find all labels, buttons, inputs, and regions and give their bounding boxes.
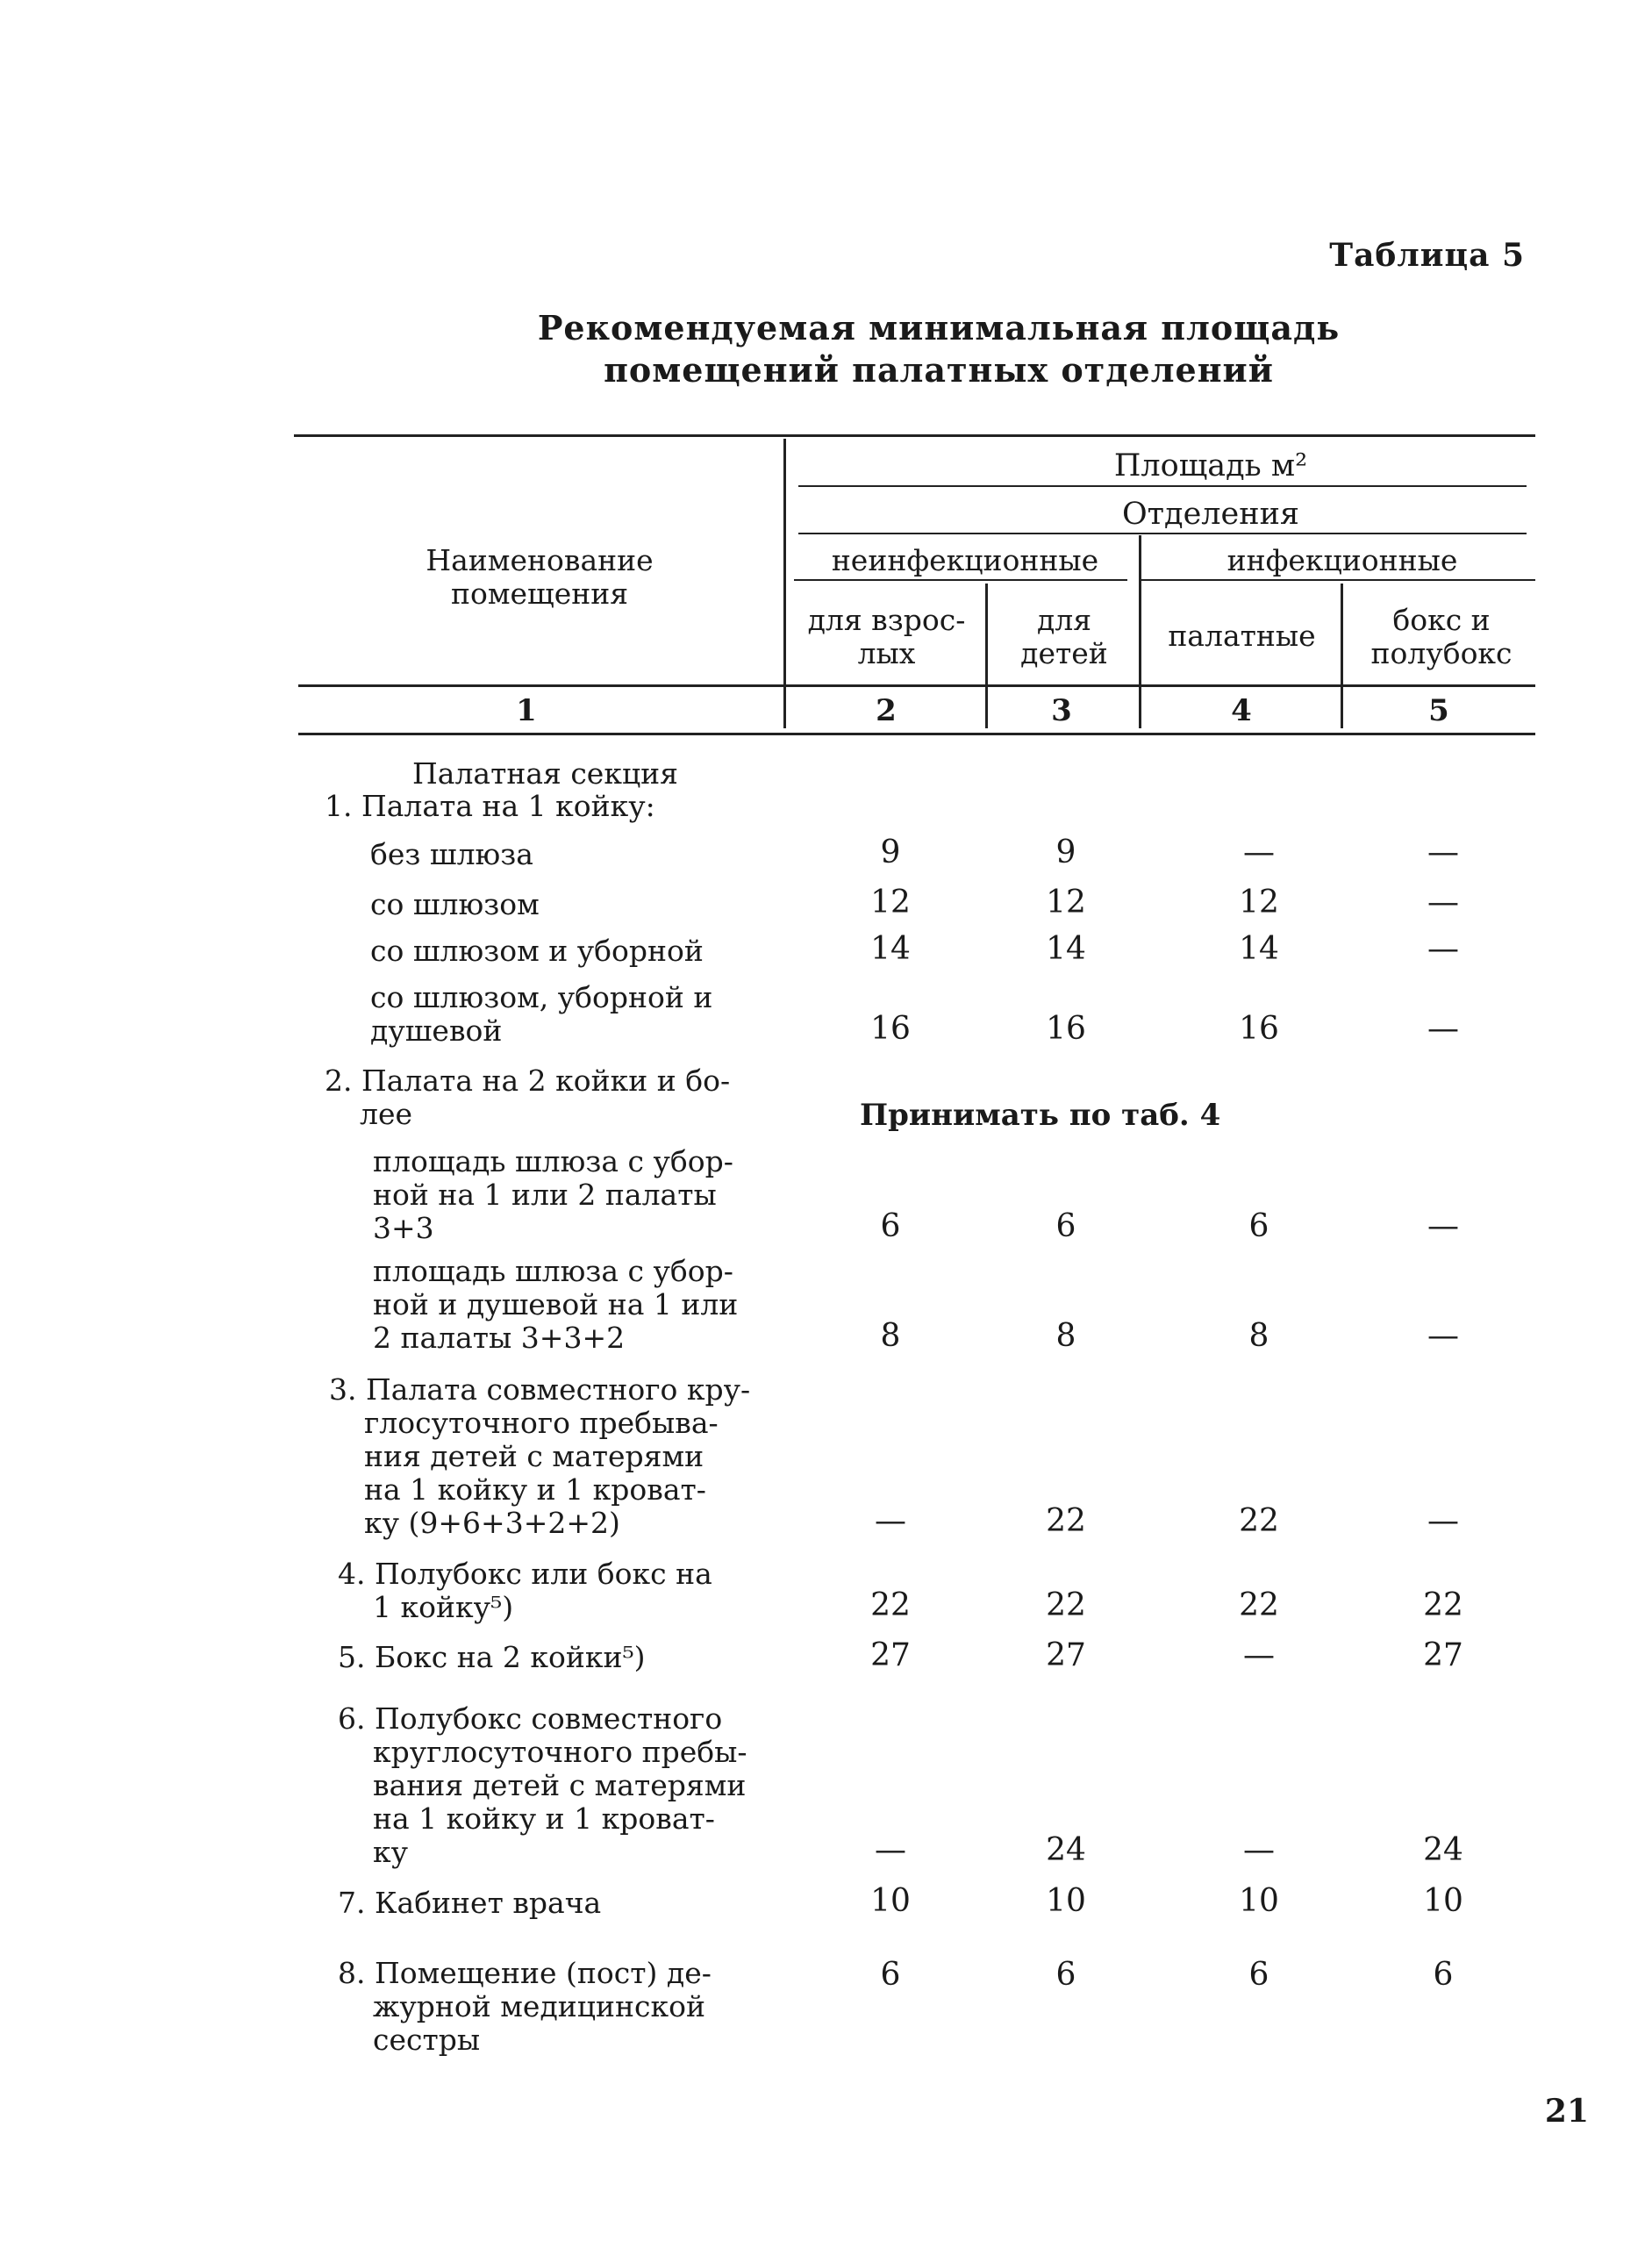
row-label-line: без шлюза — [370, 837, 533, 871]
column-number-3: 3 — [1051, 693, 1072, 728]
table-cell: 14 — [1046, 931, 1086, 967]
table-cell: 10 — [870, 1883, 911, 1919]
header-room-name — [351, 544, 728, 611]
row-label-line: 2 палаты 3+3+2 — [373, 1321, 626, 1355]
row-label — [370, 838, 781, 871]
header-noninfectious: неинфекционные — [831, 543, 1099, 577]
colnum-bottom-rule — [298, 733, 1535, 735]
row-label-line: лее — [360, 1097, 413, 1131]
row-label-line: 8. Помещение (пост) де- — [338, 1956, 712, 1990]
row-label-line: 1 койку⁵) — [373, 1590, 514, 1624]
table-cell: 10 — [1423, 1883, 1463, 1919]
row-label-line: вания детей с матерями — [373, 1768, 747, 1802]
row-label-line: душевой — [370, 1013, 503, 1048]
table-cell: 22 — [870, 1587, 911, 1623]
table-cell: — — [1243, 1637, 1275, 1673]
header-ward: палатные — [1168, 619, 1316, 653]
table-cell: — — [1427, 1503, 1459, 1539]
header-infectious: инфекционные — [1226, 543, 1458, 577]
subgroup-rule-left — [794, 579, 1127, 581]
table-title — [0, 307, 1652, 391]
row-label-line: 3+3 — [373, 1211, 434, 1245]
row-label-line: круглосуточного пребы- — [373, 1735, 747, 1769]
row-label — [325, 1064, 781, 1131]
row-label — [370, 888, 781, 921]
table-label: Таблица 5 — [1329, 237, 1525, 274]
table-cell: 22 — [1423, 1587, 1463, 1623]
table-cell: 10 — [1239, 1883, 1279, 1919]
table-cell: 6 — [1433, 1957, 1454, 1993]
section-title: Палатная секция — [412, 756, 678, 791]
table-cell: — — [875, 1832, 906, 1868]
table-cell: 6 — [880, 1208, 901, 1244]
row-label-line: на 1 койку и 1 кроват- — [373, 1801, 715, 1836]
table-cell: 22 — [1046, 1503, 1086, 1539]
row-label-line: со шлюзом, уборной и — [370, 980, 713, 1014]
table-cell: — — [1427, 834, 1459, 870]
table-cell: — — [1427, 931, 1459, 967]
table-cell: 12 — [1046, 884, 1086, 920]
area-rule — [798, 485, 1527, 487]
table-cell: 24 — [1046, 1832, 1086, 1868]
row-label-line: со шлюзом и уборной — [370, 934, 704, 968]
col-divider-2 — [985, 584, 988, 728]
header-children — [990, 604, 1139, 670]
column-number-2: 2 — [876, 693, 897, 728]
table-cell: — — [875, 1503, 906, 1539]
row-label-line: глосуточного пребыва- — [364, 1406, 719, 1440]
table-top-rule — [294, 434, 1535, 437]
table-cell: 22 — [1239, 1587, 1279, 1623]
table-cell: 14 — [1239, 931, 1279, 967]
table-cell: 16 — [1239, 1011, 1279, 1047]
header-box — [1345, 604, 1538, 670]
table-cell: 9 — [1055, 834, 1076, 870]
row-label-line: 7. Кабинет врача — [338, 1886, 602, 1920]
table-cell: — — [1243, 1832, 1275, 1868]
row-label-line: ной и душевой на 1 или — [373, 1287, 739, 1321]
table-cell: 8 — [1055, 1318, 1076, 1354]
row-label-line: на 1 койку и 1 кроват- — [364, 1472, 706, 1507]
row-label — [370, 935, 781, 968]
header-area: Площадь м² — [1113, 448, 1308, 483]
table-cell: 8 — [880, 1318, 901, 1354]
page-number: 21 — [1544, 2093, 1589, 2130]
row-label-line: площадь шлюза с убор- — [373, 1144, 733, 1178]
title-line-2: помещений палатных отделений — [604, 350, 1274, 390]
table-cell: 24 — [1423, 1832, 1463, 1868]
column-number-1: 1 — [516, 693, 537, 728]
header-box-line1: бокс и — [1392, 603, 1491, 637]
header-bottom-rule — [298, 684, 1535, 687]
table-cell: 6 — [1248, 1957, 1269, 1993]
header-adults — [788, 604, 985, 670]
row-label-line: ку — [373, 1835, 409, 1869]
table-cell: 6 — [1248, 1208, 1269, 1244]
table-cell: 6 — [1055, 1208, 1076, 1244]
col-divider-4 — [1341, 584, 1343, 728]
table-cell: — — [1427, 884, 1459, 920]
row-label — [373, 1255, 781, 1355]
row-label — [373, 1145, 781, 1245]
header-adults-line1: для взрос- — [807, 603, 966, 637]
row-label-line: журной медицинской — [373, 1989, 705, 2023]
table-cell: 27 — [1423, 1637, 1463, 1673]
table-cell: 27 — [870, 1637, 911, 1673]
row-label-line: площадь шлюза с убор- — [373, 1254, 733, 1288]
row-label-line: 2. Палата на 2 койки и бо- — [325, 1063, 731, 1098]
header-room-name-line1: Наименование — [426, 543, 654, 577]
col-divider-1 — [783, 439, 786, 728]
row-label-line: ния детей с матерями — [364, 1439, 704, 1473]
table-cell: 6 — [1055, 1957, 1076, 1993]
row-label-line: ку (9+6+3+2+2) — [364, 1506, 620, 1540]
table-cell: 10 — [1046, 1883, 1086, 1919]
col-divider-3 — [1139, 535, 1141, 728]
row-label-line: ной на 1 или 2 палаты — [373, 1178, 717, 1212]
row-label-line: со шлюзом — [370, 887, 540, 921]
header-adults-line2: лых — [857, 636, 916, 670]
row-label — [338, 1702, 781, 1869]
header-box-line2: полубокс — [1370, 636, 1513, 670]
table-cell: — — [1427, 1318, 1459, 1354]
departments-rule — [798, 533, 1527, 534]
row-label-line: 6. Полубокс совместного — [338, 1701, 723, 1736]
row-label — [338, 1887, 781, 1920]
table-cell: — — [1427, 1011, 1459, 1047]
row-label — [329, 1373, 781, 1540]
row-label — [338, 1558, 781, 1624]
table-cell: 6 — [880, 1957, 901, 1993]
table-cell: 9 — [880, 834, 901, 870]
row-label-line: 1. Палата на 1 койку: — [325, 789, 655, 823]
table-cell: 8 — [1248, 1318, 1269, 1354]
table-cell: — — [1427, 1208, 1459, 1244]
table-cell: 14 — [870, 931, 911, 967]
subgroup-rule-right — [1141, 579, 1535, 581]
row-label — [325, 790, 781, 823]
table-cell: 22 — [1239, 1503, 1279, 1539]
row-label-line: сестры — [373, 2023, 481, 2057]
title-line-1: Рекомендуемая минимальная площадь — [537, 308, 1341, 347]
column-number-5: 5 — [1428, 693, 1449, 728]
row-label — [338, 1957, 781, 2057]
table-cell: 12 — [1239, 884, 1279, 920]
table-cell: 16 — [870, 1011, 911, 1047]
row-label — [370, 981, 781, 1048]
table-cell: 12 — [870, 884, 911, 920]
table-cell: 27 — [1046, 1637, 1086, 1673]
header-children-line2: детей — [1020, 636, 1108, 670]
header-room-name-line2: помещения — [450, 576, 629, 611]
table-cell: 16 — [1046, 1011, 1086, 1047]
header-children-line1: для — [1036, 603, 1092, 637]
row-label-line: 3. Палата совместного кру- — [329, 1372, 751, 1407]
table-cell: 22 — [1046, 1587, 1086, 1623]
row-label-line: 4. Полубокс или бокс на — [338, 1557, 712, 1591]
row-label — [338, 1641, 781, 1674]
row-note: Принимать по таб. 4 — [860, 1098, 1221, 1133]
table-cell: — — [1243, 834, 1275, 870]
header-departments: Отделения — [1121, 497, 1299, 532]
row-label-line: 5. Бокс на 2 койки⁵) — [338, 1640, 646, 1674]
column-number-4: 4 — [1231, 693, 1252, 728]
